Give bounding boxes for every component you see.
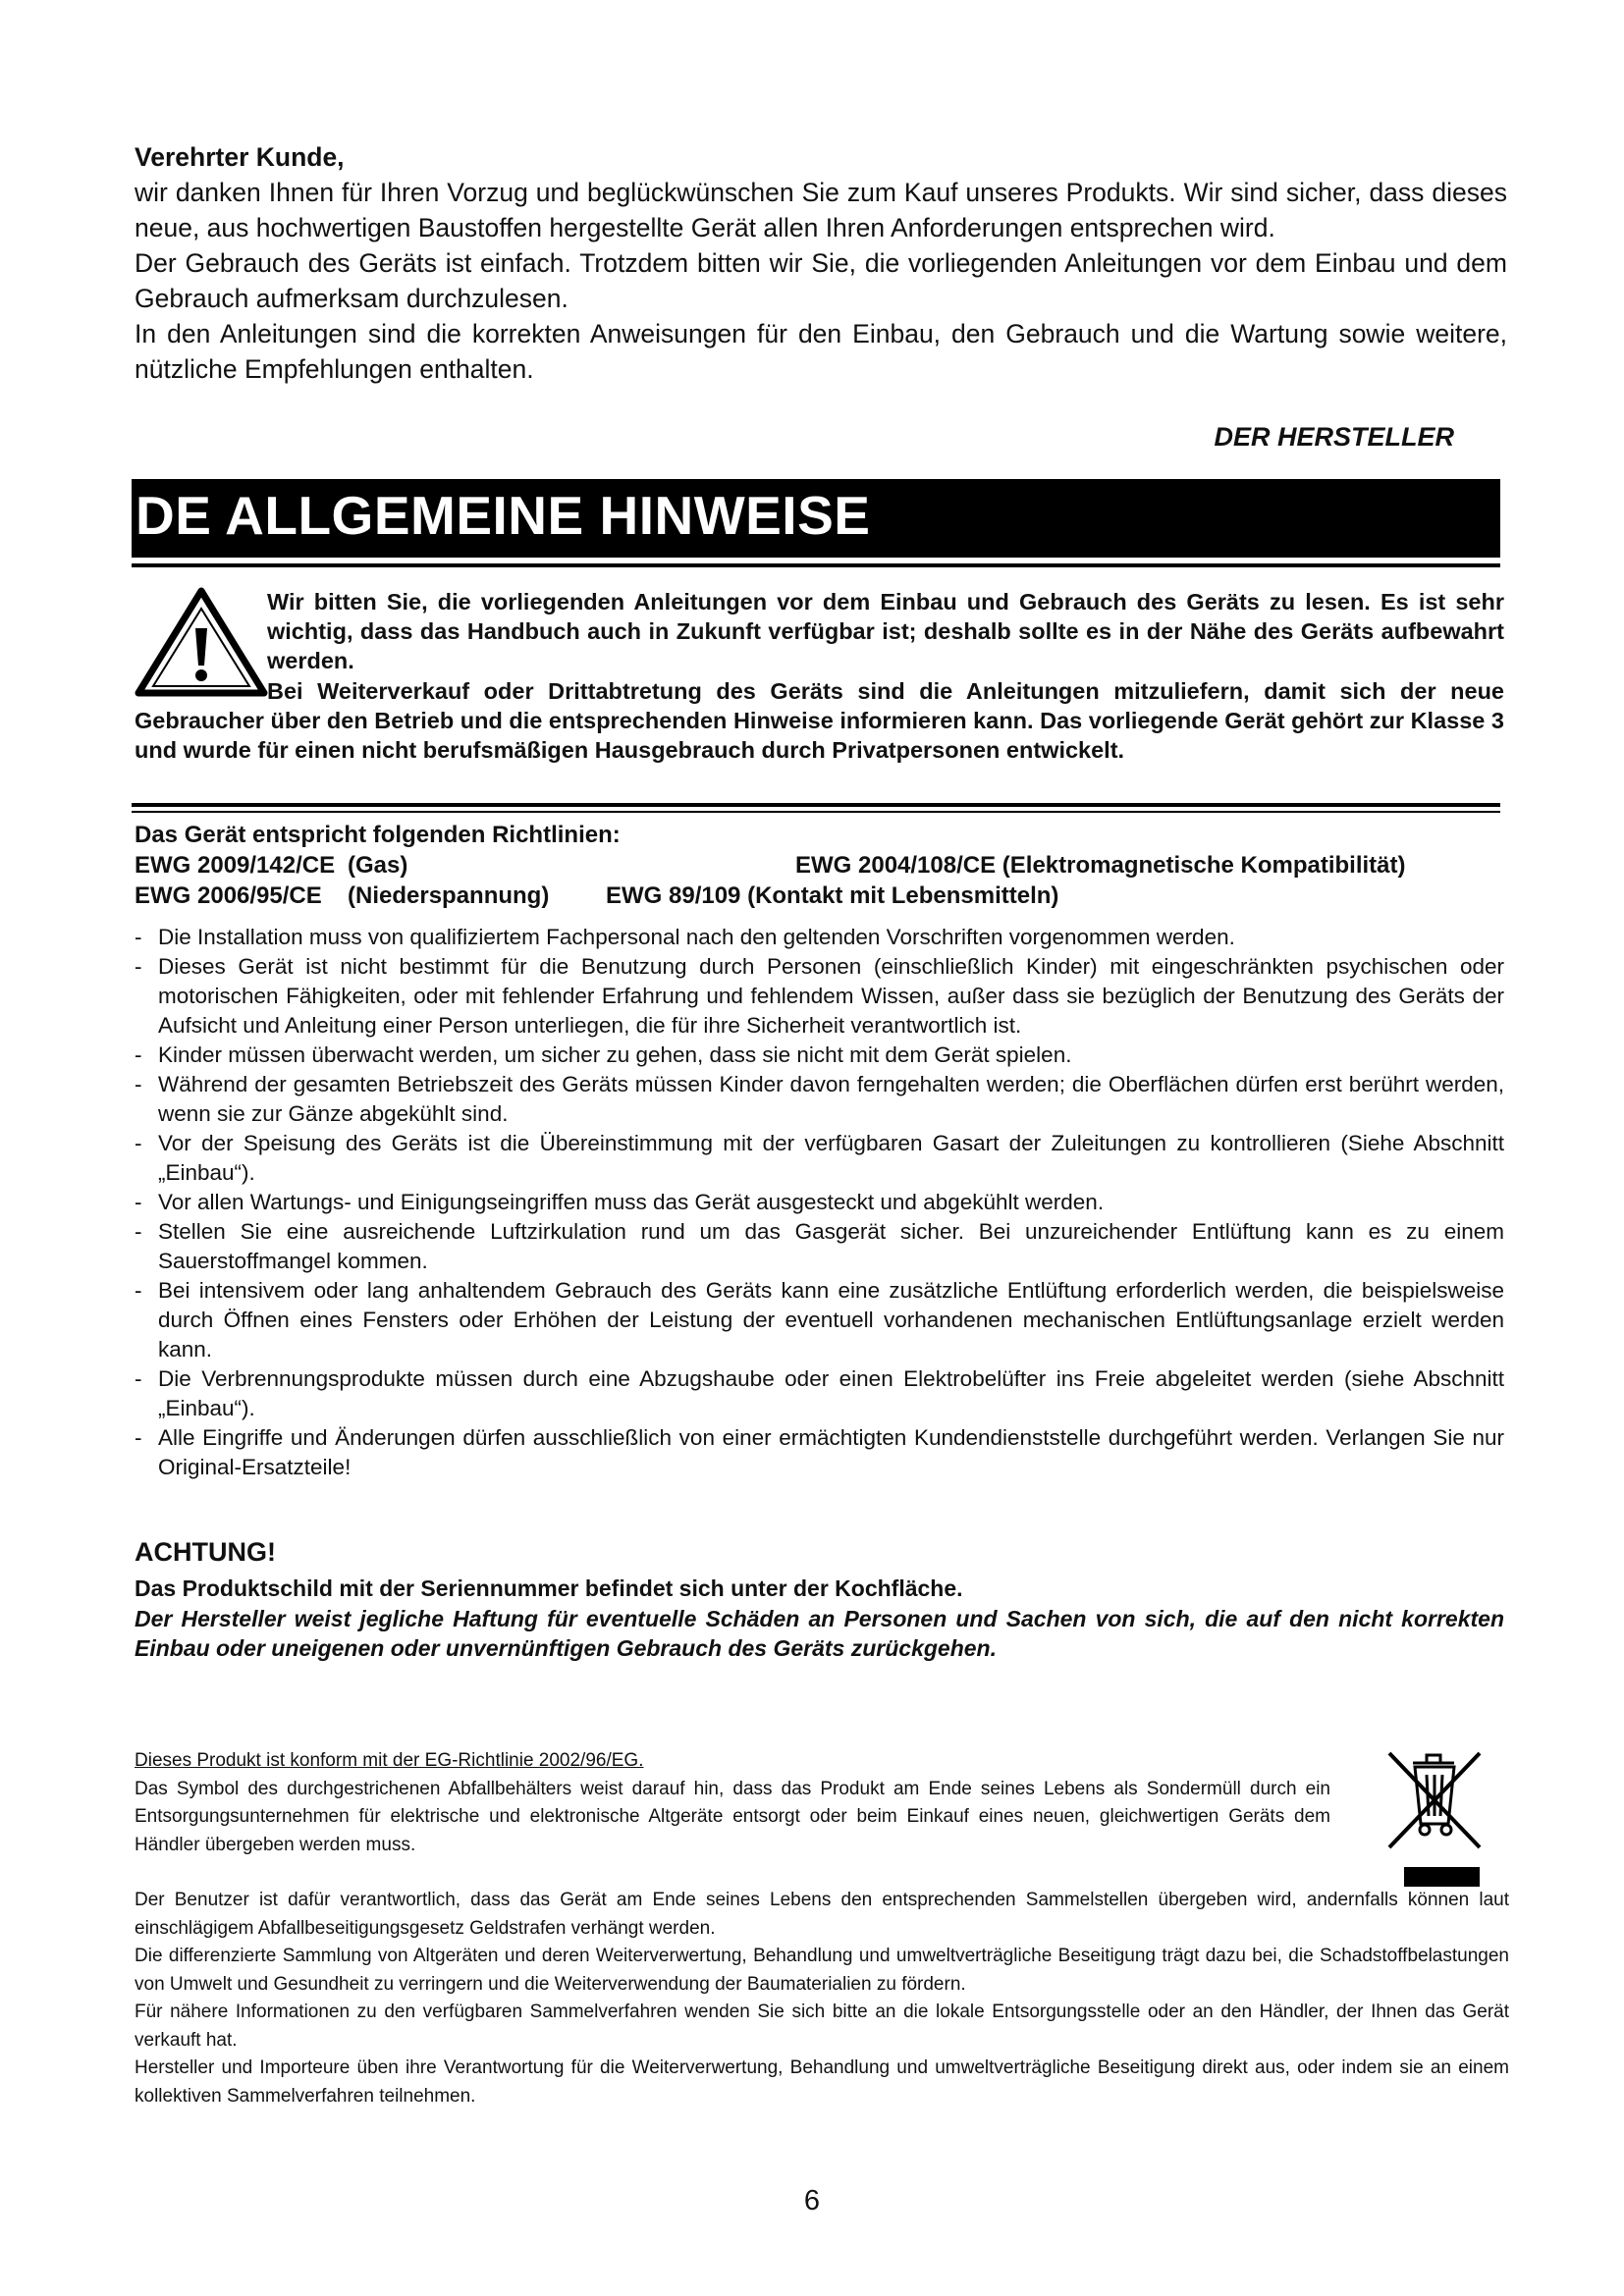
directive-code: EWG 2009/142/CE [135, 852, 336, 879]
list-item: - Die Installation muss von qualifiziertem Fachpersonal nach den geltenden Vorschriften vorgenommen werden. [135, 925, 1235, 949]
directive-code: EWG 89/109 (Kontakt mit Lebensmitteln) [606, 882, 1059, 909]
weee-paragraph: Der Benutzer ist dafür verantwortlich, dass das Gerät am Ende seines Lebens den entsprechenden Sammelstellen übergeben wird, andernfalls können laut einschlägigem Abfallbeseitigungsgesetz Geldstrafen verhängt werden. [135, 1890, 1509, 1939]
list-item: - Alle Eingriffe und Änderungen dürfen ausschließlich von einer ermächtigten Kundendienststelle durchgeführt werden. Verlangen Sie nur Original-Ersatzteile! [135, 1425, 1504, 1479]
list-item: - Dieses Gerät ist nicht bestimmt für die Benutzung durch Personen (einschließlich Kinder) mit eingeschränkten psychischen oder motorischen Fähigkeiten, oder mit fehlender Erfahrung und fehlendem Wissen, außer dass sie bezüglich der Benutzung des Geräts der Aufsicht und Anleitung einer Person unterliegen, die für ihre Sicherheit verantwortlich ist. [135, 954, 1504, 1038]
list-item: - Kinder müssen überwacht werden, um sicher zu gehen, dass sie nicht mit dem Gerät spielen. [135, 1042, 1072, 1067]
directives-heading: Das Gerät entspricht folgenden Richtlinien: [135, 822, 621, 848]
section-header [132, 479, 1500, 558]
directive-code: EWG 2006/95/CE [135, 882, 322, 909]
intro-paragraph: Der Gebrauch des Geräts ist einfach. Trotzdem bitten wir Sie, die vorliegenden Anleitungen vor dem Einbau und dem Gebrauch aufmerksam durchzulesen. [135, 248, 1507, 313]
weee-title: Dieses Produkt ist konform mit der EG-Richtlinie 2002/96/EG. [135, 1750, 644, 1771]
warning-paragraph: Bei Weiterverkauf oder Drittabtretung des Geräts sind die Anleitungen mitzuliefern, damit sich der neue Gebraucher über den Betrieb und die entsprechenden Hinweise informieren kann. Das vorliegende Gerät gehört zur Klasse 3 und wurde für einen nicht berufsmäßigen Hausgebrauch durch Privatpersonen entwickelt. [135, 678, 1504, 763]
safety-list [135, 923, 1504, 1482]
warning-text [267, 587, 1504, 675]
page-number: 6 [803, 2185, 821, 2216]
directive-label: (Gas) [348, 852, 408, 879]
liability-note: Der Hersteller weist jegliche Haftung für eventuelle Schäden an Personen und Sachen von sich, die auf den nicht korrekten Einbau oder uneigenen oder unvernünftigen Gebrauch des Geräts zurückgehen. [135, 1606, 1504, 1661]
serial-label-note: Das Produktschild mit der Seriennummer befindet sich unter der Kochfläche. [135, 1575, 963, 1601]
crossed-out-bin-icon [1385, 1745, 1484, 1853]
warning-paragraph: Wir bitten Sie, die vorliegenden Anleitungen vor dem Einbau und Gebrauch des Geräts zu lesen. Es ist sehr wichtig, dass das Handbuch auch in Zukunft verfügbar ist; deshalb sollte es in der Nähe des Geräts aufbewahrt werden. [267, 589, 1504, 673]
weee-paragraph: Für nähere Informationen zu den verfügbaren Sammelverfahren wenden Sie sich bitte an die lokale Entsorgungsstelle oder an den Händler, der Ihnen das Gerät verkauft hat. [135, 2002, 1509, 2051]
section-title: DE ALLGEMEINE HINWEISE [135, 485, 871, 546]
list-item: - Die Verbrennungsprodukte müssen durch eine Abzugshaube oder einen Elektrobelüfter ins Freie abgeleitet werden (siehe Abschnitt „Einbau“). [135, 1366, 1504, 1420]
list-item: - Vor allen Wartungs- und Einigungseingriffen muss das Gerät ausgesteckt und abgekühlt werden. [135, 1190, 1105, 1214]
achtung-heading: ACHTUNG! [135, 1537, 276, 1567]
weee-paragraph: Die differenzierte Sammlung von Altgeräten und deren Weiterverwertung, Behandlung und umweltverträgliche Beseitigung trägt dazu bei, die Schadstoffbelastungen von Umwelt und Gesundheit zu verringern und die Weiterverwendung der Baumaterialien zu fördern. [135, 1946, 1509, 1995]
manufacturer-signature: DER HERSTELLER [1214, 422, 1454, 452]
divider [132, 563, 1500, 567]
list-item: - Stellen Sie eine ausreichende Luftzirkulation rund um das Gasgerät sicher. Bei unzureichender Entlüftung kann es zu einem Sauerstoffmangel kommen. [135, 1219, 1504, 1273]
divider [132, 803, 1500, 807]
list-item: - Vor der Speisung des Geräts ist die Übereinstimmung mit der verfügbaren Gasart der Zuleitungen zu kontrollieren (Siehe Abschnitt „Einbau“). [135, 1131, 1504, 1185]
intro [135, 139, 1507, 387]
directives [135, 820, 1504, 911]
weee-notice [135, 1747, 1509, 2110]
directive-label: (Niederspannung) [348, 882, 550, 909]
weee-bar [1404, 1867, 1480, 1887]
weee-paragraph: Hersteller und Importeure üben ihre Verantwortung für die Weiterverwertung, Behandlung und umweltverträgliche Beseitigung direkt aus, oder indem sie an einem kollektiven Sammelverfahren teilnehmen. [135, 2057, 1509, 2107]
divider [132, 811, 1500, 813]
directive-code: EWG 2004/108/CE (Elektromagnetische Kompatibilität) [795, 852, 1406, 879]
weee-paragraph: Das Symbol des durchgestrichenen Abfallbehälters weist darauf hin, dass das Produkt am Ende seines Lebens als Sondermüll durch ein Entsorgungsunternehmen für elektrische und elektronische Altgeräte entsorgt oder beim Einkauf eines neuen, gleichwertigen Geräts dem Händler übergeben werden muss. [135, 1778, 1330, 1855]
list-item: - Während der gesamten Betriebszeit des Geräts müssen Kinder davon ferngehalten werden; die Oberflächen dürfen erst berührt werden, wenn sie zur Gänze abgekühlt sind. [135, 1072, 1504, 1126]
list-item: - Bei intensivem oder lang anhaltendem Gebrauch des Geräts kann eine zusätzliche Entlüftung erforderlich werden, die beispielsweise durch Öffnen eines Fensters oder Erhöhen der Leistung der eventuell vorhandenen mechanischen Entlüftungsanlage erzielt werden kann. [135, 1278, 1504, 1362]
intro-paragraph: In den Anleitungen sind die korrekten Anweisungen für den Einbau, den Gebrauch und die Wartung sowie weitere, nützliche Empfehlungen enthalten. [135, 319, 1507, 384]
greeting: Verehrter Kunde, [135, 142, 345, 172]
intro-paragraph: wir danken Ihnen für Ihren Vorzug und beglückwünschen Sie zum Kauf unseres Produkts. Wir sind sicher, dass dieses neue, aus hochwertigen Baustoffen hergestellte Gerät allen Ihren Anforderungen entsprechen wird. [135, 178, 1507, 242]
